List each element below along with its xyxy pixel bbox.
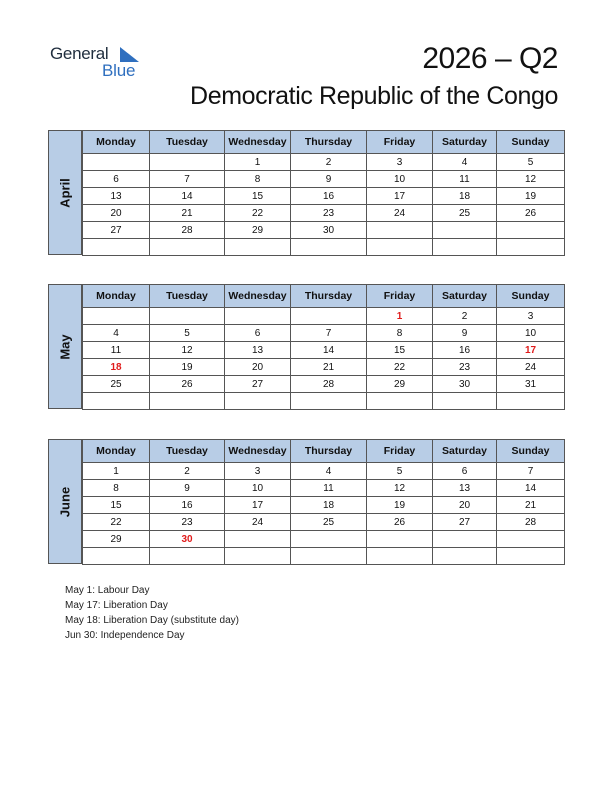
day-cell: 30 xyxy=(433,376,497,393)
day-cell xyxy=(83,393,150,410)
day-cell: 15 xyxy=(225,188,291,205)
weekday-header: Sunday xyxy=(497,440,565,463)
day-cell xyxy=(367,531,433,548)
weekday-header: Friday xyxy=(367,131,433,154)
day-cell: 27 xyxy=(225,376,291,393)
day-cell: 1 xyxy=(367,308,433,325)
weekday-header: Sunday xyxy=(497,285,565,308)
day-cell xyxy=(497,393,565,410)
day-cell: 12 xyxy=(497,171,565,188)
week-row xyxy=(83,376,565,393)
day-cell: 8 xyxy=(225,171,291,188)
day-cell: 21 xyxy=(150,205,225,222)
day-cell: 20 xyxy=(225,359,291,376)
weekday-header: Monday xyxy=(83,131,150,154)
logo xyxy=(50,44,150,82)
day-cell xyxy=(497,222,565,239)
day-cell: 2 xyxy=(433,308,497,325)
day-cell: 27 xyxy=(83,222,150,239)
day-cell: 11 xyxy=(83,342,150,359)
day-cell: 7 xyxy=(291,325,367,342)
weekday-header-row xyxy=(83,131,565,154)
weekday-header: Thursday xyxy=(291,440,367,463)
day-cell xyxy=(367,239,433,256)
weekday-header-row xyxy=(83,285,565,308)
weekday-header: Saturday xyxy=(433,440,497,463)
day-cell: 1 xyxy=(83,463,150,480)
weekday-header-row xyxy=(83,440,565,463)
week-row xyxy=(83,531,565,548)
weekday-header: Monday xyxy=(83,440,150,463)
day-cell: 22 xyxy=(367,359,433,376)
day-cell: 10 xyxy=(225,480,291,497)
day-cell: 31 xyxy=(497,376,565,393)
week-row xyxy=(83,222,565,239)
day-cell xyxy=(367,222,433,239)
day-cell: 17 xyxy=(497,342,565,359)
day-cell: 2 xyxy=(291,154,367,171)
day-cell: 24 xyxy=(497,359,565,376)
day-cell xyxy=(225,531,291,548)
day-cell xyxy=(225,548,291,565)
weekday-header: Friday xyxy=(367,285,433,308)
weekday-header: Tuesday xyxy=(150,440,225,463)
month-april xyxy=(48,130,564,255)
day-cell: 16 xyxy=(150,497,225,514)
week-row xyxy=(83,188,565,205)
day-cell xyxy=(291,393,367,410)
weekday-header: Tuesday xyxy=(150,285,225,308)
day-cell: 29 xyxy=(367,376,433,393)
week-row xyxy=(83,463,565,480)
month-label-bar xyxy=(48,130,82,255)
day-cell: 30 xyxy=(150,531,225,548)
week-row xyxy=(83,359,565,376)
day-cell xyxy=(150,154,225,171)
day-cell: 8 xyxy=(367,325,433,342)
day-cell: 16 xyxy=(291,188,367,205)
day-cell: 22 xyxy=(225,205,291,222)
logo-blue-text: Blue xyxy=(102,61,136,80)
day-cell: 17 xyxy=(367,188,433,205)
day-cell: 11 xyxy=(433,171,497,188)
day-cell: 11 xyxy=(291,480,367,497)
day-cell: 18 xyxy=(83,359,150,376)
day-cell xyxy=(433,548,497,565)
day-cell: 13 xyxy=(433,480,497,497)
day-cell: 4 xyxy=(433,154,497,171)
day-cell: 3 xyxy=(225,463,291,480)
day-cell: 2 xyxy=(150,463,225,480)
day-cell: 18 xyxy=(433,188,497,205)
day-cell xyxy=(291,531,367,548)
country-name: Democratic Republic of the Congo xyxy=(190,82,558,110)
weekday-header: Thursday xyxy=(291,131,367,154)
weekday-header: Monday xyxy=(83,285,150,308)
week-row xyxy=(83,514,565,531)
day-cell: 20 xyxy=(83,205,150,222)
day-cell: 23 xyxy=(291,205,367,222)
day-cell xyxy=(367,393,433,410)
week-row xyxy=(83,548,565,565)
day-cell: 5 xyxy=(367,463,433,480)
day-cell: 9 xyxy=(291,171,367,188)
day-cell: 23 xyxy=(150,514,225,531)
day-cell: 14 xyxy=(497,480,565,497)
month-june xyxy=(48,439,564,564)
day-cell xyxy=(433,239,497,256)
weekday-header: Sunday xyxy=(497,131,565,154)
holiday-note: May 18: Liberation Day (substitute day) xyxy=(65,615,239,626)
weekday-header: Saturday xyxy=(433,285,497,308)
day-cell: 25 xyxy=(291,514,367,531)
day-cell: 14 xyxy=(291,342,367,359)
day-cell: 17 xyxy=(225,497,291,514)
day-cell xyxy=(225,393,291,410)
day-cell: 6 xyxy=(83,171,150,188)
week-row xyxy=(83,205,565,222)
day-cell: 13 xyxy=(83,188,150,205)
day-cell xyxy=(497,531,565,548)
calendar-table xyxy=(82,439,565,565)
month-label-bar xyxy=(48,284,82,409)
logo-general-text: General xyxy=(50,44,109,63)
day-cell: 14 xyxy=(150,188,225,205)
day-cell: 26 xyxy=(367,514,433,531)
day-cell: 28 xyxy=(497,514,565,531)
day-cell: 21 xyxy=(497,497,565,514)
week-row xyxy=(83,325,565,342)
day-cell xyxy=(291,548,367,565)
week-row xyxy=(83,342,565,359)
day-cell: 28 xyxy=(150,222,225,239)
week-row xyxy=(83,171,565,188)
day-cell xyxy=(225,239,291,256)
day-cell xyxy=(433,531,497,548)
day-cell: 9 xyxy=(433,325,497,342)
day-cell: 12 xyxy=(150,342,225,359)
week-row xyxy=(83,497,565,514)
day-cell: 4 xyxy=(291,463,367,480)
month-name: April xyxy=(57,177,73,208)
week-row xyxy=(83,480,565,497)
day-cell: 20 xyxy=(433,497,497,514)
week-row xyxy=(83,308,565,325)
month-name: May xyxy=(57,333,73,360)
day-cell: 28 xyxy=(291,376,367,393)
weekday-header: Friday xyxy=(367,440,433,463)
day-cell xyxy=(150,239,225,256)
day-cell: 1 xyxy=(225,154,291,171)
day-cell: 27 xyxy=(433,514,497,531)
day-cell: 5 xyxy=(497,154,565,171)
day-cell xyxy=(433,393,497,410)
day-cell xyxy=(497,548,565,565)
day-cell: 18 xyxy=(291,497,367,514)
month-name: June xyxy=(57,486,73,517)
day-cell: 24 xyxy=(367,205,433,222)
weekday-header: Wednesday xyxy=(225,285,291,308)
day-cell: 10 xyxy=(367,171,433,188)
weekday-header: Wednesday xyxy=(225,440,291,463)
day-cell: 3 xyxy=(367,154,433,171)
day-cell: 15 xyxy=(367,342,433,359)
day-cell xyxy=(83,548,150,565)
day-cell: 21 xyxy=(291,359,367,376)
month-may xyxy=(48,284,564,409)
day-cell: 7 xyxy=(497,463,565,480)
day-cell: 26 xyxy=(497,205,565,222)
day-cell xyxy=(291,239,367,256)
day-cell: 6 xyxy=(433,463,497,480)
day-cell xyxy=(150,548,225,565)
day-cell: 13 xyxy=(225,342,291,359)
page-title: 2026 – Q2 xyxy=(422,42,558,75)
day-cell: 19 xyxy=(367,497,433,514)
day-cell: 29 xyxy=(225,222,291,239)
day-cell: 4 xyxy=(83,325,150,342)
day-cell xyxy=(83,154,150,171)
day-cell xyxy=(225,308,291,325)
calendar-table xyxy=(82,130,565,256)
day-cell: 19 xyxy=(497,188,565,205)
day-cell: 3 xyxy=(497,308,565,325)
weekday-header: Saturday xyxy=(433,131,497,154)
day-cell: 23 xyxy=(433,359,497,376)
week-row xyxy=(83,239,565,256)
day-cell: 9 xyxy=(150,480,225,497)
day-cell: 29 xyxy=(83,531,150,548)
day-cell: 6 xyxy=(225,325,291,342)
day-cell xyxy=(83,308,150,325)
day-cell: 12 xyxy=(367,480,433,497)
holiday-note: Jun 30: Independence Day xyxy=(65,630,185,641)
weekday-header: Thursday xyxy=(291,285,367,308)
day-cell: 25 xyxy=(83,376,150,393)
day-cell xyxy=(497,239,565,256)
day-cell xyxy=(150,393,225,410)
day-cell: 16 xyxy=(433,342,497,359)
day-cell xyxy=(433,222,497,239)
week-row xyxy=(83,154,565,171)
day-cell xyxy=(150,308,225,325)
day-cell: 22 xyxy=(83,514,150,531)
week-row xyxy=(83,393,565,410)
month-label-bar xyxy=(48,439,82,564)
calendar-table xyxy=(82,284,565,410)
day-cell: 25 xyxy=(433,205,497,222)
day-cell: 26 xyxy=(150,376,225,393)
holiday-notes xyxy=(65,583,239,643)
day-cell: 24 xyxy=(225,514,291,531)
day-cell xyxy=(291,308,367,325)
holiday-note: May 17: Liberation Day xyxy=(65,600,168,611)
day-cell: 15 xyxy=(83,497,150,514)
weekday-header: Tuesday xyxy=(150,131,225,154)
holiday-note: May 1: Labour Day xyxy=(65,585,150,596)
day-cell: 19 xyxy=(150,359,225,376)
day-cell: 30 xyxy=(291,222,367,239)
weekday-header: Wednesday xyxy=(225,131,291,154)
day-cell xyxy=(367,548,433,565)
day-cell: 5 xyxy=(150,325,225,342)
day-cell: 10 xyxy=(497,325,565,342)
day-cell xyxy=(83,239,150,256)
day-cell: 7 xyxy=(150,171,225,188)
day-cell: 8 xyxy=(83,480,150,497)
